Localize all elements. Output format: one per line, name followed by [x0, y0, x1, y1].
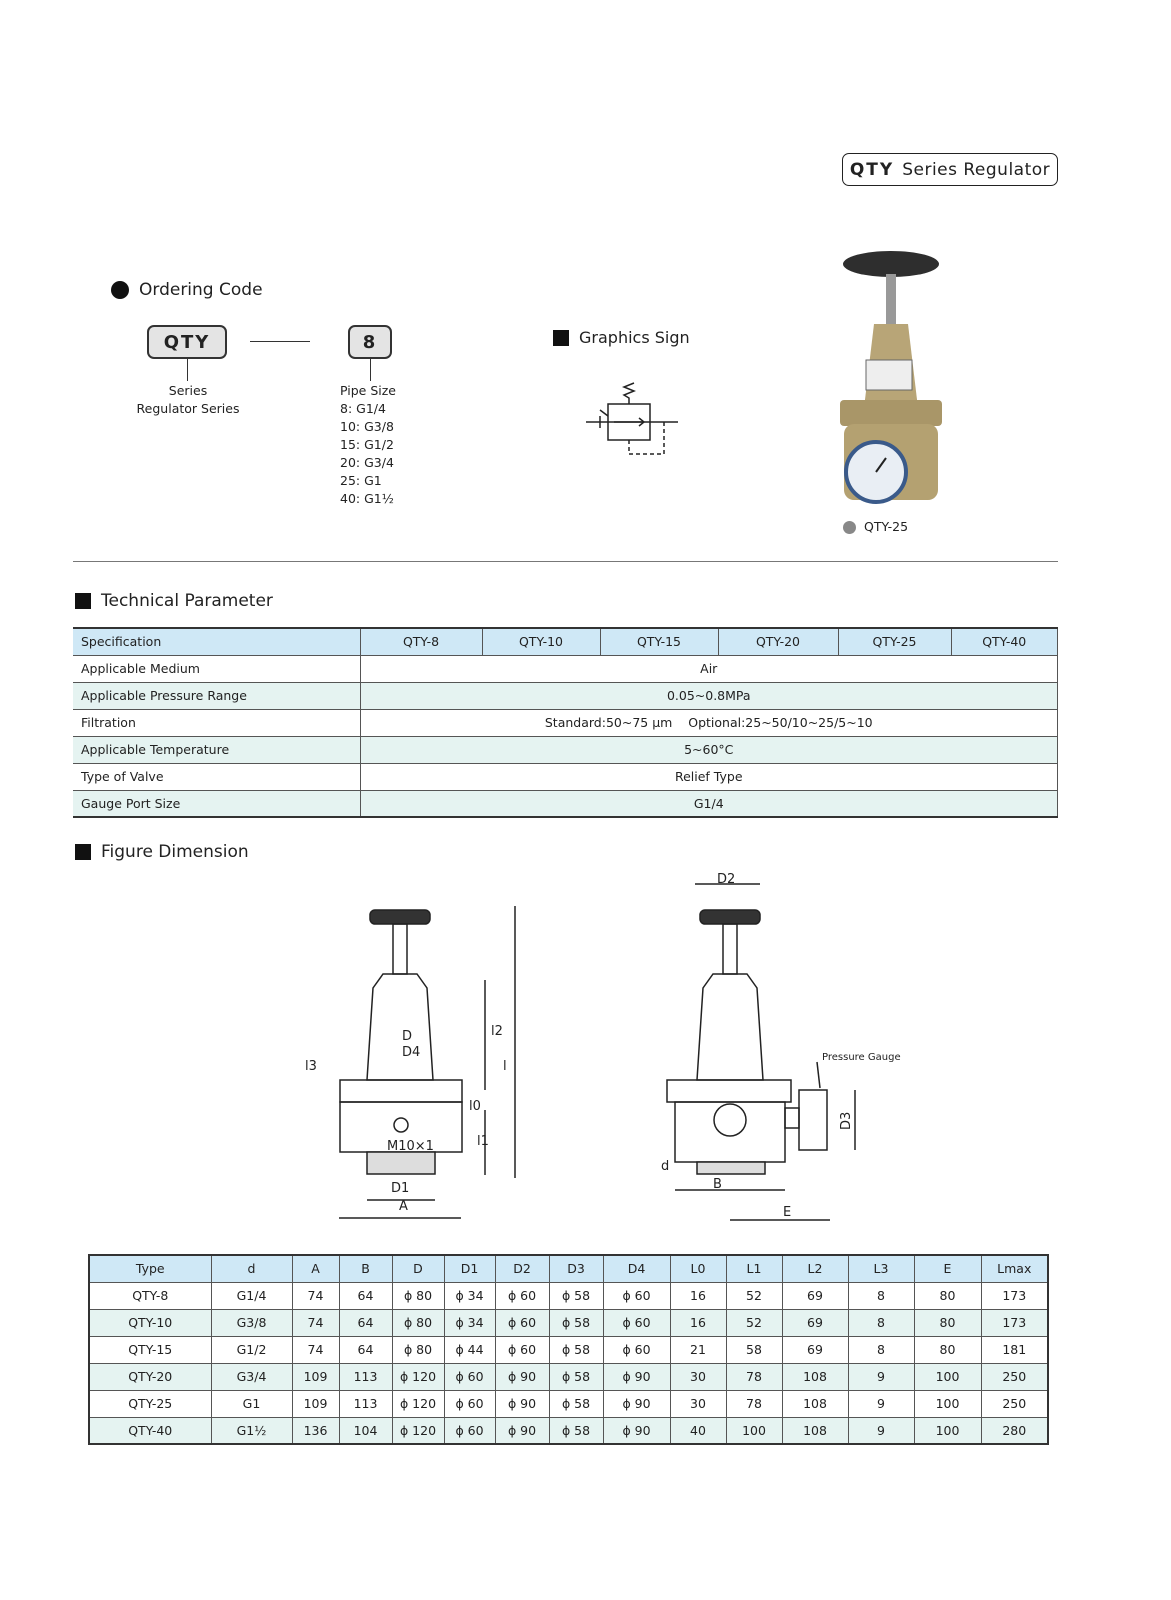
svg-text:l: l — [503, 1059, 507, 1074]
svg-text:d: d — [661, 1159, 670, 1174]
leader-line — [370, 359, 371, 381]
table-cell: 52 — [726, 1309, 782, 1336]
table-cell: ϕ 58 — [549, 1336, 603, 1363]
table-row: Applicable Temperature 5~60°C — [73, 736, 1058, 763]
table-cell: ϕ 60 — [603, 1336, 670, 1363]
table-cell: 80 — [914, 1282, 981, 1309]
table-cell: ϕ 60 — [495, 1309, 549, 1336]
divider — [73, 561, 1058, 562]
svg-text:A: A — [399, 1199, 408, 1214]
table-cell: ϕ 90 — [603, 1363, 670, 1390]
table-cell: 104 — [339, 1417, 392, 1444]
table-row — [89, 1363, 1048, 1390]
table-cell: G1 — [211, 1390, 292, 1417]
table-cell: 9 — [848, 1417, 914, 1444]
table-cell: 9 — [848, 1390, 914, 1417]
table-header-row: Specification QTY-8 QTY-10 QTY-15 QTY-20 QTY-25 QTY-40 — [73, 628, 1058, 655]
column-header: L1 — [726, 1255, 782, 1282]
table-cell: ϕ 34 — [444, 1309, 495, 1336]
code-size-box: 8 — [348, 325, 392, 359]
table-cell: 80 — [914, 1336, 981, 1363]
table-cell: G1/2 — [211, 1336, 292, 1363]
table-cell: 64 — [339, 1336, 392, 1363]
title-series: QTY — [849, 159, 895, 180]
dimension-table — [88, 1254, 1049, 1445]
table-cell: ϕ 60 — [603, 1309, 670, 1336]
ordering-code-heading — [111, 280, 263, 300]
table-cell: QTY-25 — [89, 1390, 211, 1417]
svg-text:D2: D2 — [717, 872, 736, 887]
table-cell: ϕ 90 — [495, 1417, 549, 1444]
svg-text:l2: l2 — [491, 1024, 503, 1039]
table-cell: ϕ 120 — [392, 1390, 444, 1417]
table-cell: QTY-15 — [89, 1336, 211, 1363]
svg-text:D3: D3 — [839, 1111, 854, 1130]
code-series-box: QTY — [147, 325, 227, 359]
table-cell: ϕ 90 — [603, 1417, 670, 1444]
column-header: L0 — [670, 1255, 726, 1282]
table-cell: 108 — [782, 1363, 848, 1390]
code-dash — [250, 341, 310, 342]
series-desc: Series Regulator Series — [136, 383, 240, 416]
svg-text:l1: l1 — [477, 1134, 489, 1149]
page-title — [842, 153, 1058, 186]
column-header: D2 — [495, 1255, 549, 1282]
gray-dot-icon — [843, 521, 856, 534]
table-cell: QTY-20 — [89, 1363, 211, 1390]
table-cell: ϕ 58 — [549, 1363, 603, 1390]
table-cell: ϕ 58 — [549, 1390, 603, 1417]
svg-text:l3: l3 — [305, 1059, 317, 1074]
table-cell: ϕ 80 — [392, 1282, 444, 1309]
column-header: A — [292, 1255, 339, 1282]
graphics-sign-heading: Graphics Sign — [553, 328, 690, 347]
column-header: D3 — [549, 1255, 603, 1282]
table-cell: 136 — [292, 1417, 339, 1444]
table-cell: 8 — [848, 1336, 914, 1363]
table-cell: ϕ 80 — [392, 1309, 444, 1336]
dimension-drawing — [295, 870, 915, 1230]
table-cell: 74 — [292, 1282, 339, 1309]
leader-line — [187, 359, 188, 381]
table-cell: 100 — [914, 1417, 981, 1444]
table-cell: 74 — [292, 1309, 339, 1336]
table-row: Applicable Pressure Range 0.05~0.8MPa — [73, 682, 1058, 709]
table-cell: 113 — [339, 1363, 392, 1390]
table-cell: ϕ 58 — [549, 1417, 603, 1444]
table-row: Filtration Standard:50~75 μm Optional:25~50/10~25/5~10 — [73, 709, 1058, 736]
table-cell: ϕ 60 — [444, 1390, 495, 1417]
table-cell: 250 — [981, 1390, 1048, 1417]
table-row — [89, 1390, 1048, 1417]
table-row — [89, 1282, 1048, 1309]
svg-text:E: E — [783, 1205, 792, 1220]
table-cell: ϕ 60 — [495, 1282, 549, 1309]
technical-heading: Technical Parameter — [75, 591, 273, 611]
table-cell: 30 — [670, 1363, 726, 1390]
svg-text:B: B — [713, 1177, 722, 1192]
table-cell: ϕ 60 — [444, 1363, 495, 1390]
table-cell: 52 — [726, 1282, 782, 1309]
column-header: Type — [89, 1255, 211, 1282]
table-row: Type of Valve Relief Type — [73, 763, 1058, 790]
table-cell: 173 — [981, 1282, 1048, 1309]
svg-text:Pressure Gauge: Pressure Gauge — [822, 1052, 901, 1063]
table-cell: 9 — [848, 1363, 914, 1390]
svg-text:D1: D1 — [391, 1181, 410, 1196]
table-row: Applicable Medium Air — [73, 655, 1058, 682]
table-cell: QTY-8 — [89, 1282, 211, 1309]
title-rest: Series Regulator — [902, 159, 1051, 180]
table-cell: 78 — [726, 1363, 782, 1390]
table-cell: ϕ 90 — [603, 1390, 670, 1417]
table-cell: 16 — [670, 1282, 726, 1309]
table-cell: 69 — [782, 1309, 848, 1336]
svg-text:M10×1: M10×1 — [387, 1139, 434, 1154]
bullet-icon — [111, 281, 129, 299]
table-cell: QTY-40 — [89, 1417, 211, 1444]
table-row — [89, 1336, 1048, 1363]
table-row — [89, 1309, 1048, 1336]
table-cell: 78 — [726, 1390, 782, 1417]
table-cell: 100 — [914, 1390, 981, 1417]
table-cell: 69 — [782, 1282, 848, 1309]
table-cell: 40 — [670, 1417, 726, 1444]
table-cell: ϕ 34 — [444, 1282, 495, 1309]
table-cell: QTY-10 — [89, 1309, 211, 1336]
table-cell: 108 — [782, 1390, 848, 1417]
table-cell: 21 — [670, 1336, 726, 1363]
pipe-size-list: Pipe Size 8: G1/4 10: G3/8 15: G1/2 20: G3/4 25: G1 40: G1½ — [340, 383, 396, 506]
column-header: E — [914, 1255, 981, 1282]
table-cell: 64 — [339, 1309, 392, 1336]
table-cell: G3/4 — [211, 1363, 292, 1390]
table-cell: 173 — [981, 1309, 1048, 1336]
table-cell: ϕ 58 — [549, 1309, 603, 1336]
table-cell: ϕ 90 — [495, 1363, 549, 1390]
table-cell: G1½ — [211, 1417, 292, 1444]
table-header-row — [89, 1255, 1048, 1282]
table-cell: ϕ 60 — [444, 1417, 495, 1444]
svg-text:D4: D4 — [402, 1045, 421, 1060]
table-cell: G1/4 — [211, 1282, 292, 1309]
column-header: L2 — [782, 1255, 848, 1282]
table-row: Gauge Port Size G1/4 — [73, 790, 1058, 817]
table-cell: ϕ 120 — [392, 1363, 444, 1390]
table-cell: 109 — [292, 1363, 339, 1390]
table-cell: ϕ 120 — [392, 1417, 444, 1444]
table-cell: 74 — [292, 1336, 339, 1363]
photo-caption: QTY-25 — [843, 518, 908, 536]
table-cell: 8 — [848, 1282, 914, 1309]
column-header: d — [211, 1255, 292, 1282]
table-cell: 8 — [848, 1309, 914, 1336]
svg-text:D: D — [402, 1029, 413, 1044]
table-cell: ϕ 80 — [392, 1336, 444, 1363]
svg-text:l0: l0 — [469, 1099, 481, 1114]
table-cell: ϕ 44 — [444, 1336, 495, 1363]
table-cell: 69 — [782, 1336, 848, 1363]
column-header: Lmax — [981, 1255, 1048, 1282]
table-cell: ϕ 58 — [549, 1282, 603, 1309]
heading-text: Ordering Code — [139, 280, 263, 300]
square-bullet-icon — [553, 330, 569, 346]
table-cell: G3/8 — [211, 1309, 292, 1336]
table-cell: ϕ 90 — [495, 1390, 549, 1417]
technical-table — [73, 627, 1058, 818]
column-header: B — [339, 1255, 392, 1282]
table-cell: 58 — [726, 1336, 782, 1363]
column-header: D1 — [444, 1255, 495, 1282]
table-cell: 16 — [670, 1309, 726, 1336]
figure-heading: Figure Dimension — [75, 842, 249, 862]
table-cell: 64 — [339, 1282, 392, 1309]
product-photo — [826, 248, 956, 510]
table-cell: 181 — [981, 1336, 1048, 1363]
table-cell: 100 — [914, 1363, 981, 1390]
column-header: D4 — [603, 1255, 670, 1282]
column-header: D — [392, 1255, 444, 1282]
regulator-symbol-icon — [584, 380, 684, 460]
table-cell: 30 — [670, 1390, 726, 1417]
table-cell: 109 — [292, 1390, 339, 1417]
table-row — [89, 1417, 1048, 1444]
table-cell: 280 — [981, 1417, 1048, 1444]
table-cell: 113 — [339, 1390, 392, 1417]
table-cell: 250 — [981, 1363, 1048, 1390]
table-cell: ϕ 60 — [603, 1282, 670, 1309]
table-cell: ϕ 60 — [495, 1336, 549, 1363]
column-header: L3 — [848, 1255, 914, 1282]
table-cell: 100 — [726, 1417, 782, 1444]
table-cell: 108 — [782, 1417, 848, 1444]
table-cell: 80 — [914, 1309, 981, 1336]
